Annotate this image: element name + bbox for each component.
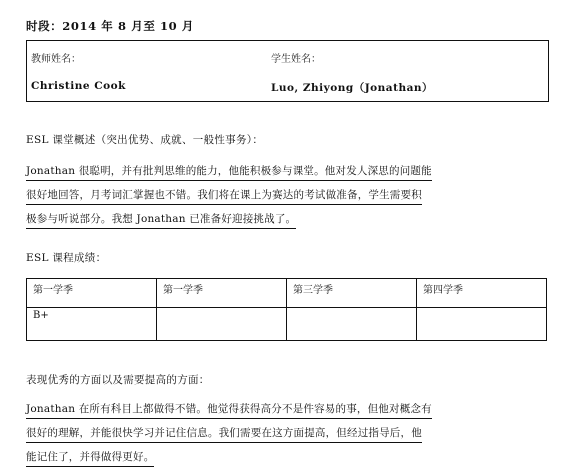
performance-line: 很好的理解，并能很快学习并记住信息。我们需要在这方面提高，但经过指导后，他 xyxy=(26,425,422,443)
student-name-label: 学生姓名： xyxy=(271,54,321,65)
performance-line: Jonathan 在所有科目上都做得不错。他觉得获得高分不是件容易的事，但他对概念有 xyxy=(26,401,432,419)
grades-header-cell: 第一学季 xyxy=(27,279,157,308)
esl-summary-line: 很好地回答，月考词汇掌握也不错。我们将在课上为赛达的考试做准备，学生需要积 xyxy=(26,187,422,205)
performance-line: 能记住了，并得做得更好。 xyxy=(26,449,154,467)
esl-grades-heading: ESL 课程成绩： xyxy=(26,252,107,264)
grades-value-cell xyxy=(417,308,547,341)
esl-summary-line: 极参与听说部分。我想 Jonathan 已准备好迎接挑战了。 xyxy=(26,211,296,229)
report-period: 时段：2014 年 8 月至 10 月 xyxy=(26,19,194,33)
performance-heading: 表现优秀的方面以及需要提高的方面： xyxy=(26,374,210,386)
grades-value-cell xyxy=(157,308,287,341)
student-name: Luo, Zhiyong（Jonathan） xyxy=(271,82,434,94)
grades-value-cell: B+ xyxy=(27,308,157,341)
teacher-name-label: 教师姓名： xyxy=(31,54,81,65)
grades-header-cell: 第一学季 xyxy=(157,279,287,308)
grades-header-cell: 第四学季 xyxy=(417,279,547,308)
grades-value-cell xyxy=(287,308,417,341)
name-info-box xyxy=(26,40,549,102)
grades-table xyxy=(26,278,547,341)
grades-header-cell: 第三学季 xyxy=(287,279,417,308)
teacher-name: Christine Cook xyxy=(31,80,126,92)
esl-summary-line: Jonathan 很聪明，并有批判思维的能力，他能积极参与课堂。他对发人深思的问题能 xyxy=(26,163,432,181)
esl-summary-heading: ESL 课堂概述（突出优势、成就、一般性事务）： xyxy=(26,134,264,146)
